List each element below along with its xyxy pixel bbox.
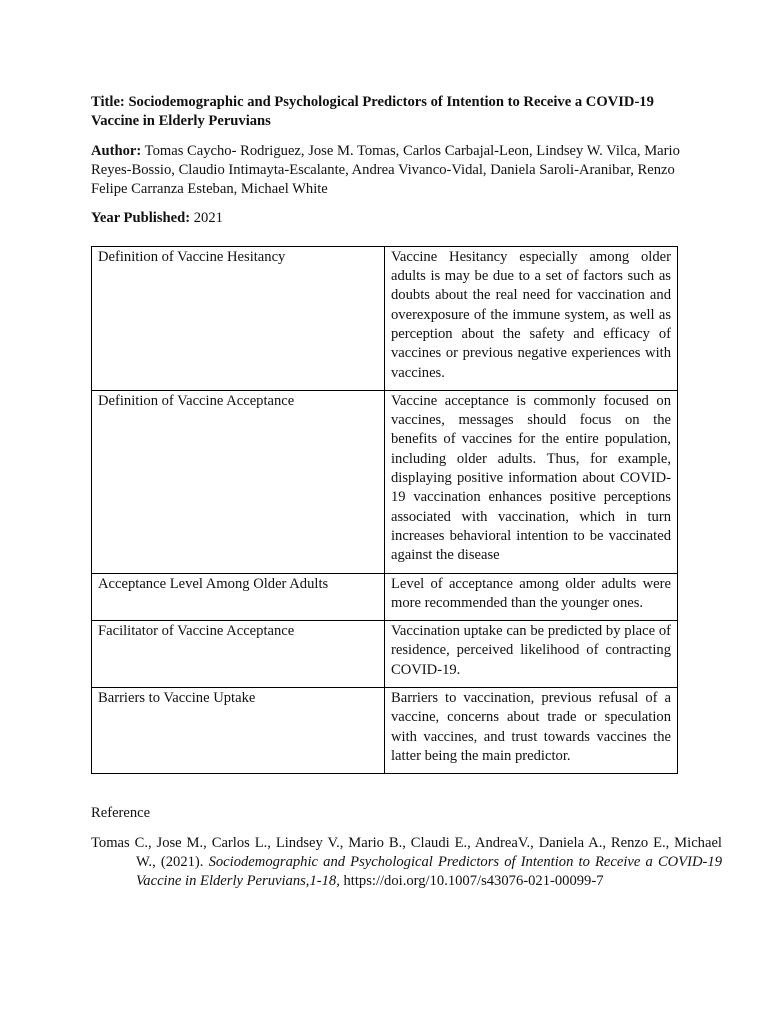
row-value: Barriers to vaccination, previous refusal of a vaccine, concerns about trade or speculation with vaccines, and trust towards vaccines the latter being the main predictor. — [385, 688, 678, 774]
table-row — [92, 246, 678, 390]
row-key: Facilitator of Vaccine Acceptance — [92, 621, 385, 688]
row-key: Barriers to Vaccine Uptake — [92, 688, 385, 774]
table-row — [92, 390, 678, 573]
table-row — [92, 573, 678, 621]
row-key: Definition of Vaccine Acceptance — [92, 390, 385, 573]
row-key: Acceptance Level Among Older Adults — [92, 573, 385, 621]
row-value: Level of acceptance among older adults were more recommended than the younger ones. — [385, 573, 678, 621]
reference-work-title: Sociodemographic and Psychological Predictors of Intention to Receive a COVID-19 Vaccine in Elderly Peruvians,1-18, — [136, 853, 722, 890]
title-label: Title: — [91, 94, 125, 110]
summary-table — [91, 246, 678, 774]
reference-entry — [91, 834, 722, 892]
row-value: Vaccine acceptance is commonly focused on vaccines, messages should focus on the benefits of vaccines for the entire population, including older adults. Thus, for example, displaying positive information about COVID-19 vaccination enhances positive perceptions associated with vaccination, which in turn increases behavioral intention to be vaccinated against the disease — [385, 390, 678, 573]
document-title — [91, 93, 681, 132]
author-text: Tomas Caycho- Rodriguez, Jose M. Tomas, Carlos Carbajal-Leon, Lindsey W. Vilca, Mario Reyes-Bossio, Claudio Intimayta-Escalante, Andrea Vivanco-Vidal, Daniela Saroli-Aranibar, Renzo Felipe Carranza Esteban, Michael White — [91, 142, 680, 198]
reference-heading: Reference — [91, 805, 151, 822]
author-line — [91, 142, 681, 200]
reference-authors: Tomas C., Jose M., Carlos L., Lindsey V., Mario B., Claudi E., AndreaV., Daniela A., Renzo E., Michael W., (2021). — [91, 834, 722, 870]
row-value: Vaccination uptake can be predicted by place of residence, perceived likelihood of contracting COVID-19. — [385, 621, 678, 688]
row-value: Vaccine Hesitancy especially among older adults is may be due to a set of factors such as doubts about the real need for vaccination and overexposure of the immune system, as well as perception about the safety and efficacy of vaccines or previous negative experiences with vaccines. — [385, 246, 678, 390]
row-key: Definition of Vaccine Hesitancy — [92, 246, 385, 390]
year-label: Year Published: — [91, 210, 191, 227]
title-text: Sociodemographic and Psychological Predictors of Intention to Receive a COVID-19 Vaccine in Elderly Peruvians — [91, 94, 654, 130]
table-row — [92, 688, 678, 774]
document-page — [91, 93, 722, 891]
author-label: Author: — [91, 142, 142, 159]
year-line — [91, 209, 681, 228]
table-row — [92, 621, 678, 688]
year-text: 2021 — [193, 210, 223, 227]
reference-doi: https://doi.org/10.1007/s43076-021-00099-7 — [339, 873, 604, 890]
